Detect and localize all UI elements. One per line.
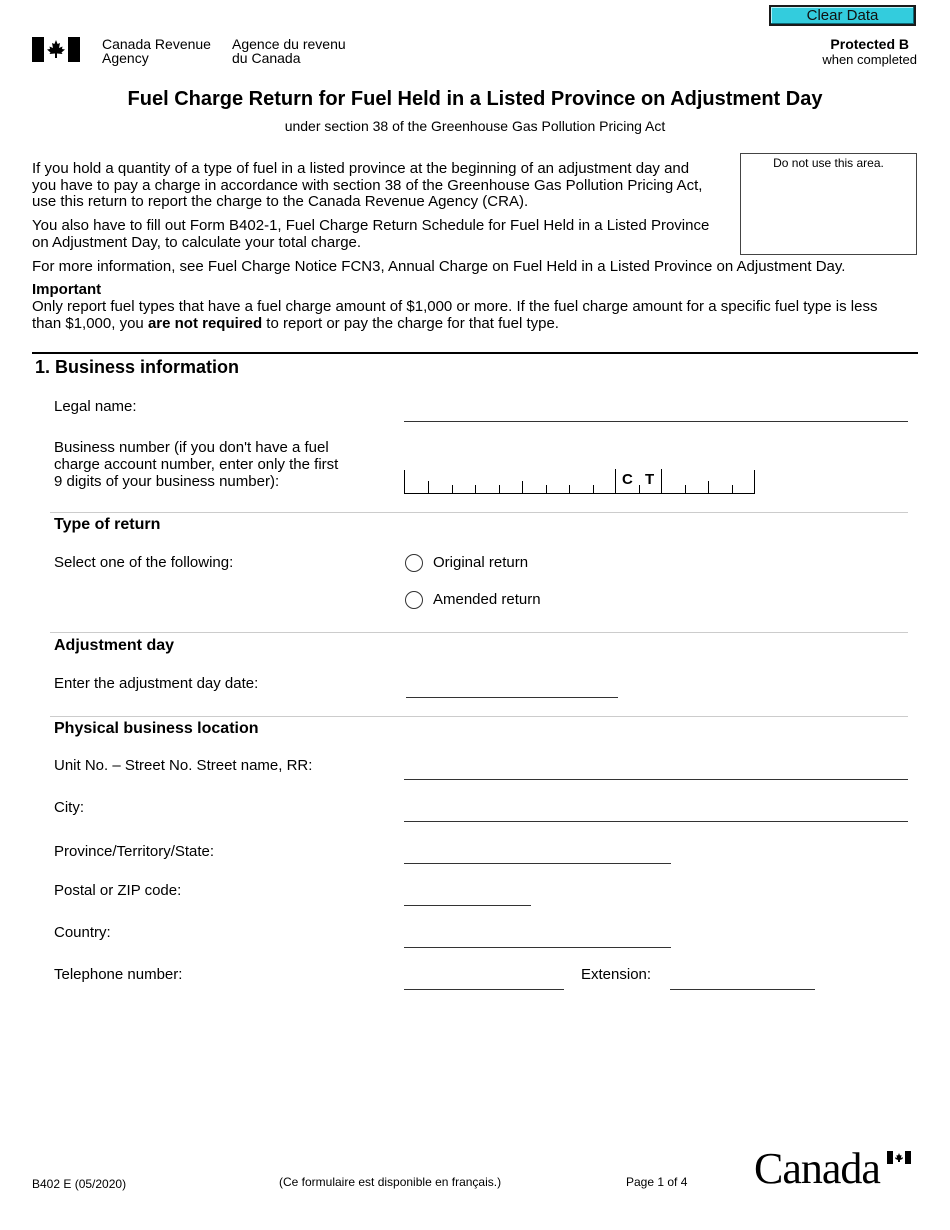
amended-return-radio[interactable] (405, 591, 423, 609)
do-not-use-label: Do not use this area. (773, 156, 884, 170)
important-heading: Important (32, 281, 102, 298)
agency-name-fr: Agence du revenu du Canada (232, 36, 346, 66)
extension-field[interactable] (670, 989, 815, 990)
canada-wordmark: Canada (754, 1143, 914, 1198)
protected-sub-label: when completed (822, 52, 917, 67)
type-of-return-title: Type of return (54, 516, 161, 533)
french-availability-note: (Ce formulaire est disponible en français.) (279, 1175, 502, 1189)
important-text: Only report fuel types that have a fuel charge amount of $1,000 or more. If the fuel charge amount for a specific fuel type is less than $1,000, you are not required to report or pay the charge for that fuel type. (32, 298, 878, 332)
physical-location-title: Physical business location (54, 720, 259, 737)
street-field[interactable] (404, 779, 908, 780)
country-field[interactable] (404, 947, 671, 948)
clear-data-button[interactable]: Clear Data (769, 5, 916, 26)
wordmark-flag-icon (887, 1151, 911, 1164)
city-label: City: (54, 799, 84, 816)
telephone-field[interactable] (404, 989, 564, 990)
bn-c-letter: C (622, 471, 633, 488)
street-label: Unit No. – Street No. Street name, RR: (54, 757, 313, 774)
intro-paragraph-2: You also have to fill out Form B402-1, Fuel Charge Return Schedule for Fuel Held in a Listed Province on Adjustment Day, to calculate your total charge. (32, 217, 710, 251)
intro-paragraph-1: If you hold a quantity of a type of fuel in a listed province at the beginning of an adjustment day and you have to pay a charge in accordance with section 38 of the Greenhouse Gas Pollution Pricing Act, use this return to report the charge to the Canada Revenue Agency (CRA). (32, 160, 703, 210)
amended-return-label[interactable]: Amended return (433, 591, 541, 608)
canada-flag-icon (32, 37, 80, 62)
bn-t-letter: T (645, 471, 655, 488)
postal-code-field[interactable] (404, 905, 531, 906)
original-return-radio[interactable] (405, 554, 423, 572)
province-field[interactable] (404, 863, 671, 864)
legal-name-label: Legal name: (54, 398, 137, 415)
business-number-field[interactable] (404, 470, 755, 494)
adjustment-day-title: Adjustment day (54, 637, 175, 654)
postal-code-label: Postal or ZIP code: (54, 882, 182, 899)
form-title: Fuel Charge Return for Fuel Held in a Listed Province on Adjustment Day (127, 88, 823, 110)
legal-name-field[interactable] (404, 421, 908, 422)
intro-paragraph-3: For more information, see Fuel Charge Notice FCN3, Annual Charge on Fuel Held in a Listed Province on Adjustment Day. (32, 258, 846, 275)
adjustment-day-date-field[interactable] (406, 697, 618, 698)
type-of-return-prompt: Select one of the following: (54, 554, 234, 571)
divider (50, 716, 908, 717)
form-id: B402 E (05/2020) (32, 1177, 127, 1191)
province-label: Province/Territory/State: (54, 843, 215, 860)
telephone-label: Telephone number: (54, 966, 183, 983)
divider (50, 632, 908, 633)
form-subtitle: under section 38 of the Greenhouse Gas Pollution Pricing Act (284, 118, 666, 134)
original-return-label[interactable]: Original return (433, 554, 529, 571)
business-number-label: Business number (if you don't have a fuel charge account number, enter only the first 9 digits of your business number): (54, 439, 339, 490)
section-divider (32, 352, 918, 354)
adjustment-day-prompt: Enter the adjustment day date: (54, 675, 259, 692)
divider (50, 512, 908, 513)
agency-name-en: Canada Revenue Agency (102, 36, 211, 66)
country-label: Country: (54, 924, 111, 941)
do-not-use-area (740, 153, 917, 255)
page-number: Page 1 of 4 (626, 1175, 688, 1189)
protected-label: Protected B (830, 36, 909, 52)
section-business-information-title: 1. Business information (35, 357, 240, 377)
city-field[interactable] (404, 821, 908, 822)
extension-label: Extension: (581, 966, 652, 983)
